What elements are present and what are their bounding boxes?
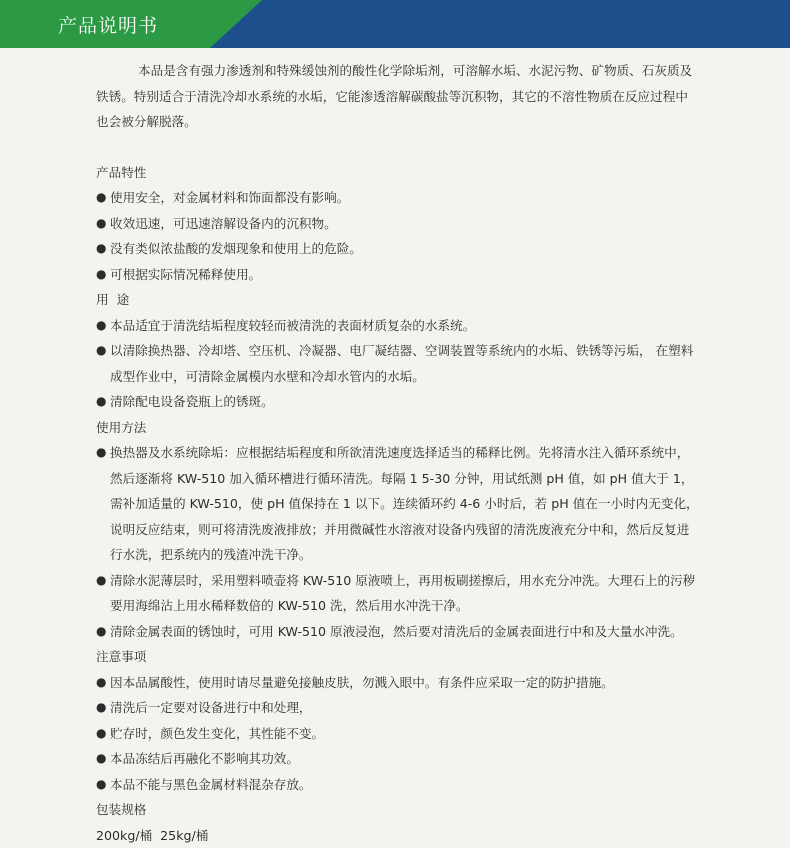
- bullet-item: [96, 695, 700, 721]
- bullet-item: [96, 772, 700, 798]
- bullet-dot-icon: ●: [96, 440, 106, 466]
- features-list: [96, 185, 700, 287]
- notes-list: [96, 670, 700, 798]
- bullet-text: 可根据实际情况稀释使用。: [110, 267, 261, 282]
- uses-heading: 用 途: [96, 287, 700, 313]
- bullet-dot-icon: ●: [96, 236, 106, 262]
- bullet-dot-icon: ●: [96, 338, 106, 364]
- bullet-text: 清除金属表面的锈蚀时，可用 KW-510 原液浸泡，然后要对清洗后的金属表面进行中和及大量水冲洗。: [110, 624, 683, 639]
- bullet-text: 本品冻结后再融化不影响其功效。: [110, 751, 299, 766]
- bullet-text: 清洗后一定要对设备进行中和处理，: [110, 700, 312, 715]
- bullet-item: [96, 211, 700, 237]
- bullet-text: 没有类似浓盐酸的发烟现象和使用上的危险。: [110, 241, 362, 256]
- intro-paragraph: 本品是含有强力渗透剂和特殊缓蚀剂的酸性化学除垢剂，可溶解水垢、水泥污物、矿物质、石灰质及铁锈。特别适合于清洗冷却水系统的水垢，它能渗透溶解碳酸盐等沉积物，其它的不溶性物质在反应过程中也会被分解脱落。: [96, 58, 700, 135]
- bullet-dot-icon: ●: [96, 211, 106, 237]
- bullet-item: [96, 670, 700, 696]
- bullet-dot-icon: ●: [96, 568, 106, 594]
- bullet-item: [96, 236, 700, 262]
- bullet-dot-icon: ●: [96, 721, 106, 747]
- bullet-text: 贮存时，颜色发生变化，其性能不变。: [110, 726, 324, 741]
- bullet-text: 换热器及水系统除垢：应根据结垢程度和所欲清洗速度选择适当的稀释比例。先将清水注入循环系统中，然后逐渐将 KW-510 加入循环槽进行循环清洗。每隔 1 5-30 分钟，用试纸测 pH 值，如 pH 值大于 1，需补加适量的 KW-510，使 pH 值保持在 1 以下。连续循环约 4-6 小时后，若 pH 值在一小时内无变化，说明反应结束，则可将清洗废液排放；并用微碱性水溶液对设备内残留的清洗废液充分中和，然后反复进行水洗，把系统内的残渣冲洗干净。: [110, 445, 699, 562]
- bullet-dot-icon: ●: [96, 262, 106, 288]
- bullet-item: [96, 440, 700, 568]
- bullet-text: 以清除换热器、冷却塔、空压机、冷凝器、电厂凝结器、空调装置等系统内的水垢、铁锈等污垢， 在塑料成型作业中，可清除金属模内水壁和冷却水管内的水垢。: [110, 343, 693, 384]
- uses-list: [96, 313, 700, 415]
- bullet-text: 清除水泥薄层时，采用塑料喷壶将 KW-510 原液喷上，再用板刷搓擦后，用水充分冲洗。大理石上的污秽要用海绵沾上用水稀释数倍的 KW-510 洗，然后用水冲洗干净。: [110, 573, 695, 614]
- packaging-text: 200kg/桶 25kg/桶: [96, 823, 700, 848]
- method-heading: 使用方法: [96, 415, 700, 441]
- bullet-text: 收效迅速，可迅速溶解设备内的沉积物。: [110, 216, 337, 231]
- bullet-dot-icon: ●: [96, 619, 106, 645]
- page-title: 产品说明书: [58, 11, 158, 38]
- bullet-item: [96, 389, 700, 415]
- bullet-text: 本品不能与黑色金属材料混杂存放。: [110, 777, 312, 792]
- notes-heading: 注意事项: [96, 644, 700, 670]
- section-spacer: [96, 135, 700, 160]
- document-body: [96, 58, 700, 848]
- packaging-heading: 包装规格: [96, 797, 700, 823]
- bullet-dot-icon: ●: [96, 313, 106, 339]
- bullet-dot-icon: ●: [96, 670, 106, 696]
- bullet-item: [96, 338, 700, 389]
- bullet-dot-icon: ●: [96, 389, 106, 415]
- bullet-item: [96, 262, 700, 288]
- bullet-item: [96, 568, 700, 619]
- bullet-item: [96, 619, 700, 645]
- bullet-dot-icon: ●: [96, 772, 106, 798]
- features-heading: 产品特性: [96, 160, 700, 186]
- bullet-text: 本品适宜于清洗结垢程度较轻而被清洗的表面材质复杂的水系统。: [110, 318, 475, 333]
- bullet-dot-icon: ●: [96, 695, 106, 721]
- bullet-text: 使用安全，对金属材料和饰面都没有影响。: [110, 190, 349, 205]
- method-list: [96, 440, 700, 644]
- bullet-item: [96, 746, 700, 772]
- bullet-dot-icon: ●: [96, 185, 106, 211]
- bullet-item: [96, 313, 700, 339]
- bullet-dot-icon: ●: [96, 746, 106, 772]
- bullet-text: 因本品属酸性，使用时请尽量避免接触皮肤，勿溅入眼中。有条件应采取一定的防护措施。: [110, 675, 614, 690]
- bullet-text: 清除配电设备瓷瓶上的锈斑。: [110, 394, 274, 409]
- bullet-item: [96, 721, 700, 747]
- bullet-item: [96, 185, 700, 211]
